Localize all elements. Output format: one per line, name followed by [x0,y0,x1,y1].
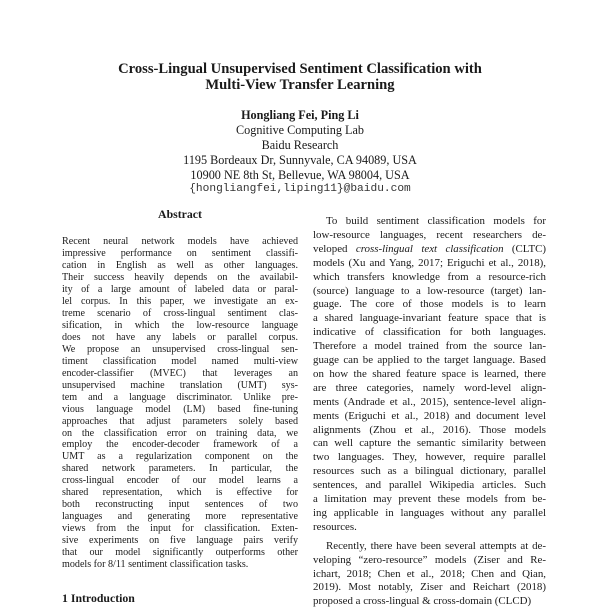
paragraph-line: resources. [313,520,357,533]
paragraph-line: Recently, there have been several attempts at de- [326,539,546,552]
abstract-line: vious language model (LM) based fine-tuning [62,403,298,415]
paragraph-line: 2019). Most notably, Ziser and Reichart (2018) [313,581,546,594]
paragraph-line: alignments (Zhou et al., 2016). Those models [313,423,546,436]
abstract-line: ity of a large amount of labeled data or paral- [62,283,298,295]
abstract-line: shared network parameters. In particular, the [62,463,298,475]
paragraph-line: ichart, 2018; Chen et al., 2018; Chen and Qian, [313,567,546,580]
paragraph-line: To build sentiment classification models for [326,215,546,227]
abstract-line: Recent neural network models have achieved [62,236,298,247]
affiliation-line: 1195 Bordeaux Dr, Sunnyvale, CA 94089, USA [183,153,417,167]
abstract-line: on the classification error on training data, we [62,427,298,439]
abstract-line: that our model significantly outperforms other [62,547,298,559]
abstract-line: does not have any labels or parallel corpus. [62,331,298,343]
line-segment: veloped [313,242,356,255]
paragraph-line: veloping “zero-resource” models (Ziser and Re- [313,553,546,566]
author-email: {hongliangfei,liping11}@baidu.com [189,183,411,195]
paragraph-line: ments (Eriguchi et al., 2018) and document level [313,409,546,422]
abstract-line: We propose an unsupervised cross-lingual sen- [62,343,298,355]
affiliation-line: Cognitive Computing Lab [236,123,364,137]
paragraph-line: which transfers knowledge from a resource-rich [313,270,546,283]
abstract-line: cation in English as well as other languages. [62,259,298,271]
paragraph-line: ing applicable in languages without any parallel [313,506,546,519]
paragraph-line: guage. The core of those models is to learn [313,298,546,311]
abstract-line: cross-lingual encoder of our model learns a [62,475,298,487]
paragraph-line: proposed a cross-lingual & cross-domain (CLCD) [313,595,532,608]
abstract-line: Their success heavily depends on the availabil- [62,271,298,283]
abstract-line: sification, in which the low-resource language [62,319,298,331]
abstract-line: shared representation, which is effective for [62,487,298,499]
abstract-line: unsupervised machine translation (UMT) sys- [62,379,298,391]
abstract-line: sive experiments on five language pairs verify [62,535,298,547]
paragraph-line: are three categories, namely word-level align- [313,381,546,394]
abstract-line: treme scenario of cross-lingual sentiment clas- [62,307,298,319]
abstract-line: UMT as a regularization component on the [62,451,298,463]
paragraph-line: indicative of classification for both languages. [313,326,546,339]
paragraph-line: resources such as a bilingual dictionary, parallel [313,465,546,478]
abstract-line: lel corpus. In this paper, we investigate an ex- [62,295,298,307]
abstract-line: approaches that adjust parameters solely based [62,415,298,427]
abstract-line: languages and generating more representative [62,511,298,523]
paper-title-line-1: Cross-Lingual Unsupervised Sentiment Classification with [118,61,482,77]
abstract-line: impressive performance on sentiment classifi- [62,247,298,259]
italic-term: cross-lingual text classification [355,242,504,255]
paragraph-line: sentences, and parallel Wikipedia articles. Such [313,479,546,492]
authors: Hongliang Fei, Ping Li [241,108,359,122]
abstract-line: timent classification model named multi-view [62,355,298,367]
line-segment: (CLTC) [503,242,547,255]
paragraph-line: a shared language-invariant feature space that is [313,312,546,325]
affiliation-line: 10900 NE 8th St, Bellevue, WA 98004, USA [190,168,410,182]
paragraph-line: a limitation may prevent these models from be- [313,493,546,505]
abstract-line: both reconstructing input sentences of two [62,499,298,511]
paper-title-line-2: Multi-View Transfer Learning [205,77,395,93]
paragraph-line: guage can be applied to the target language. Based [313,354,546,366]
paragraph-line: two languages. They, however, require parallel [313,451,546,464]
abstract-heading: Abstract [158,207,202,221]
paragraph-line: ments (Andrade et al., 2015), sentence-level align- [313,395,546,408]
paragraph-line: Therefore a model trained from the source lan- [313,340,546,353]
abstract-line: employ the encoder-decoder framework of a [62,439,298,451]
abstract-line: models for 8/11 sentiment classification tasks. [62,559,249,571]
section-heading-introduction: 1 Introduction [62,591,135,605]
abstract-line: views from the input for classification. Exten- [62,523,298,535]
abstract-line: encoder-classifier (MVEC) that leverages an [62,367,298,379]
affiliation-line: Baidu Research [261,138,339,152]
paragraph-line [313,242,546,256]
paragraph-line: models (Xu and Yang, 2017; Eriguchi et al., 2018), [313,256,546,269]
abstract-line: tem and a language discriminator. Unlike pre- [62,391,298,403]
paragraph-line: low-resource languages, recent researchers de- [313,228,546,241]
paragraph-line: can well capture the semantic similarity between [313,437,546,450]
paragraph-line: (source) language to a low-resource (target) lan- [313,284,546,297]
paragraph-line: on how the shared feature space is learned, there [313,367,546,380]
